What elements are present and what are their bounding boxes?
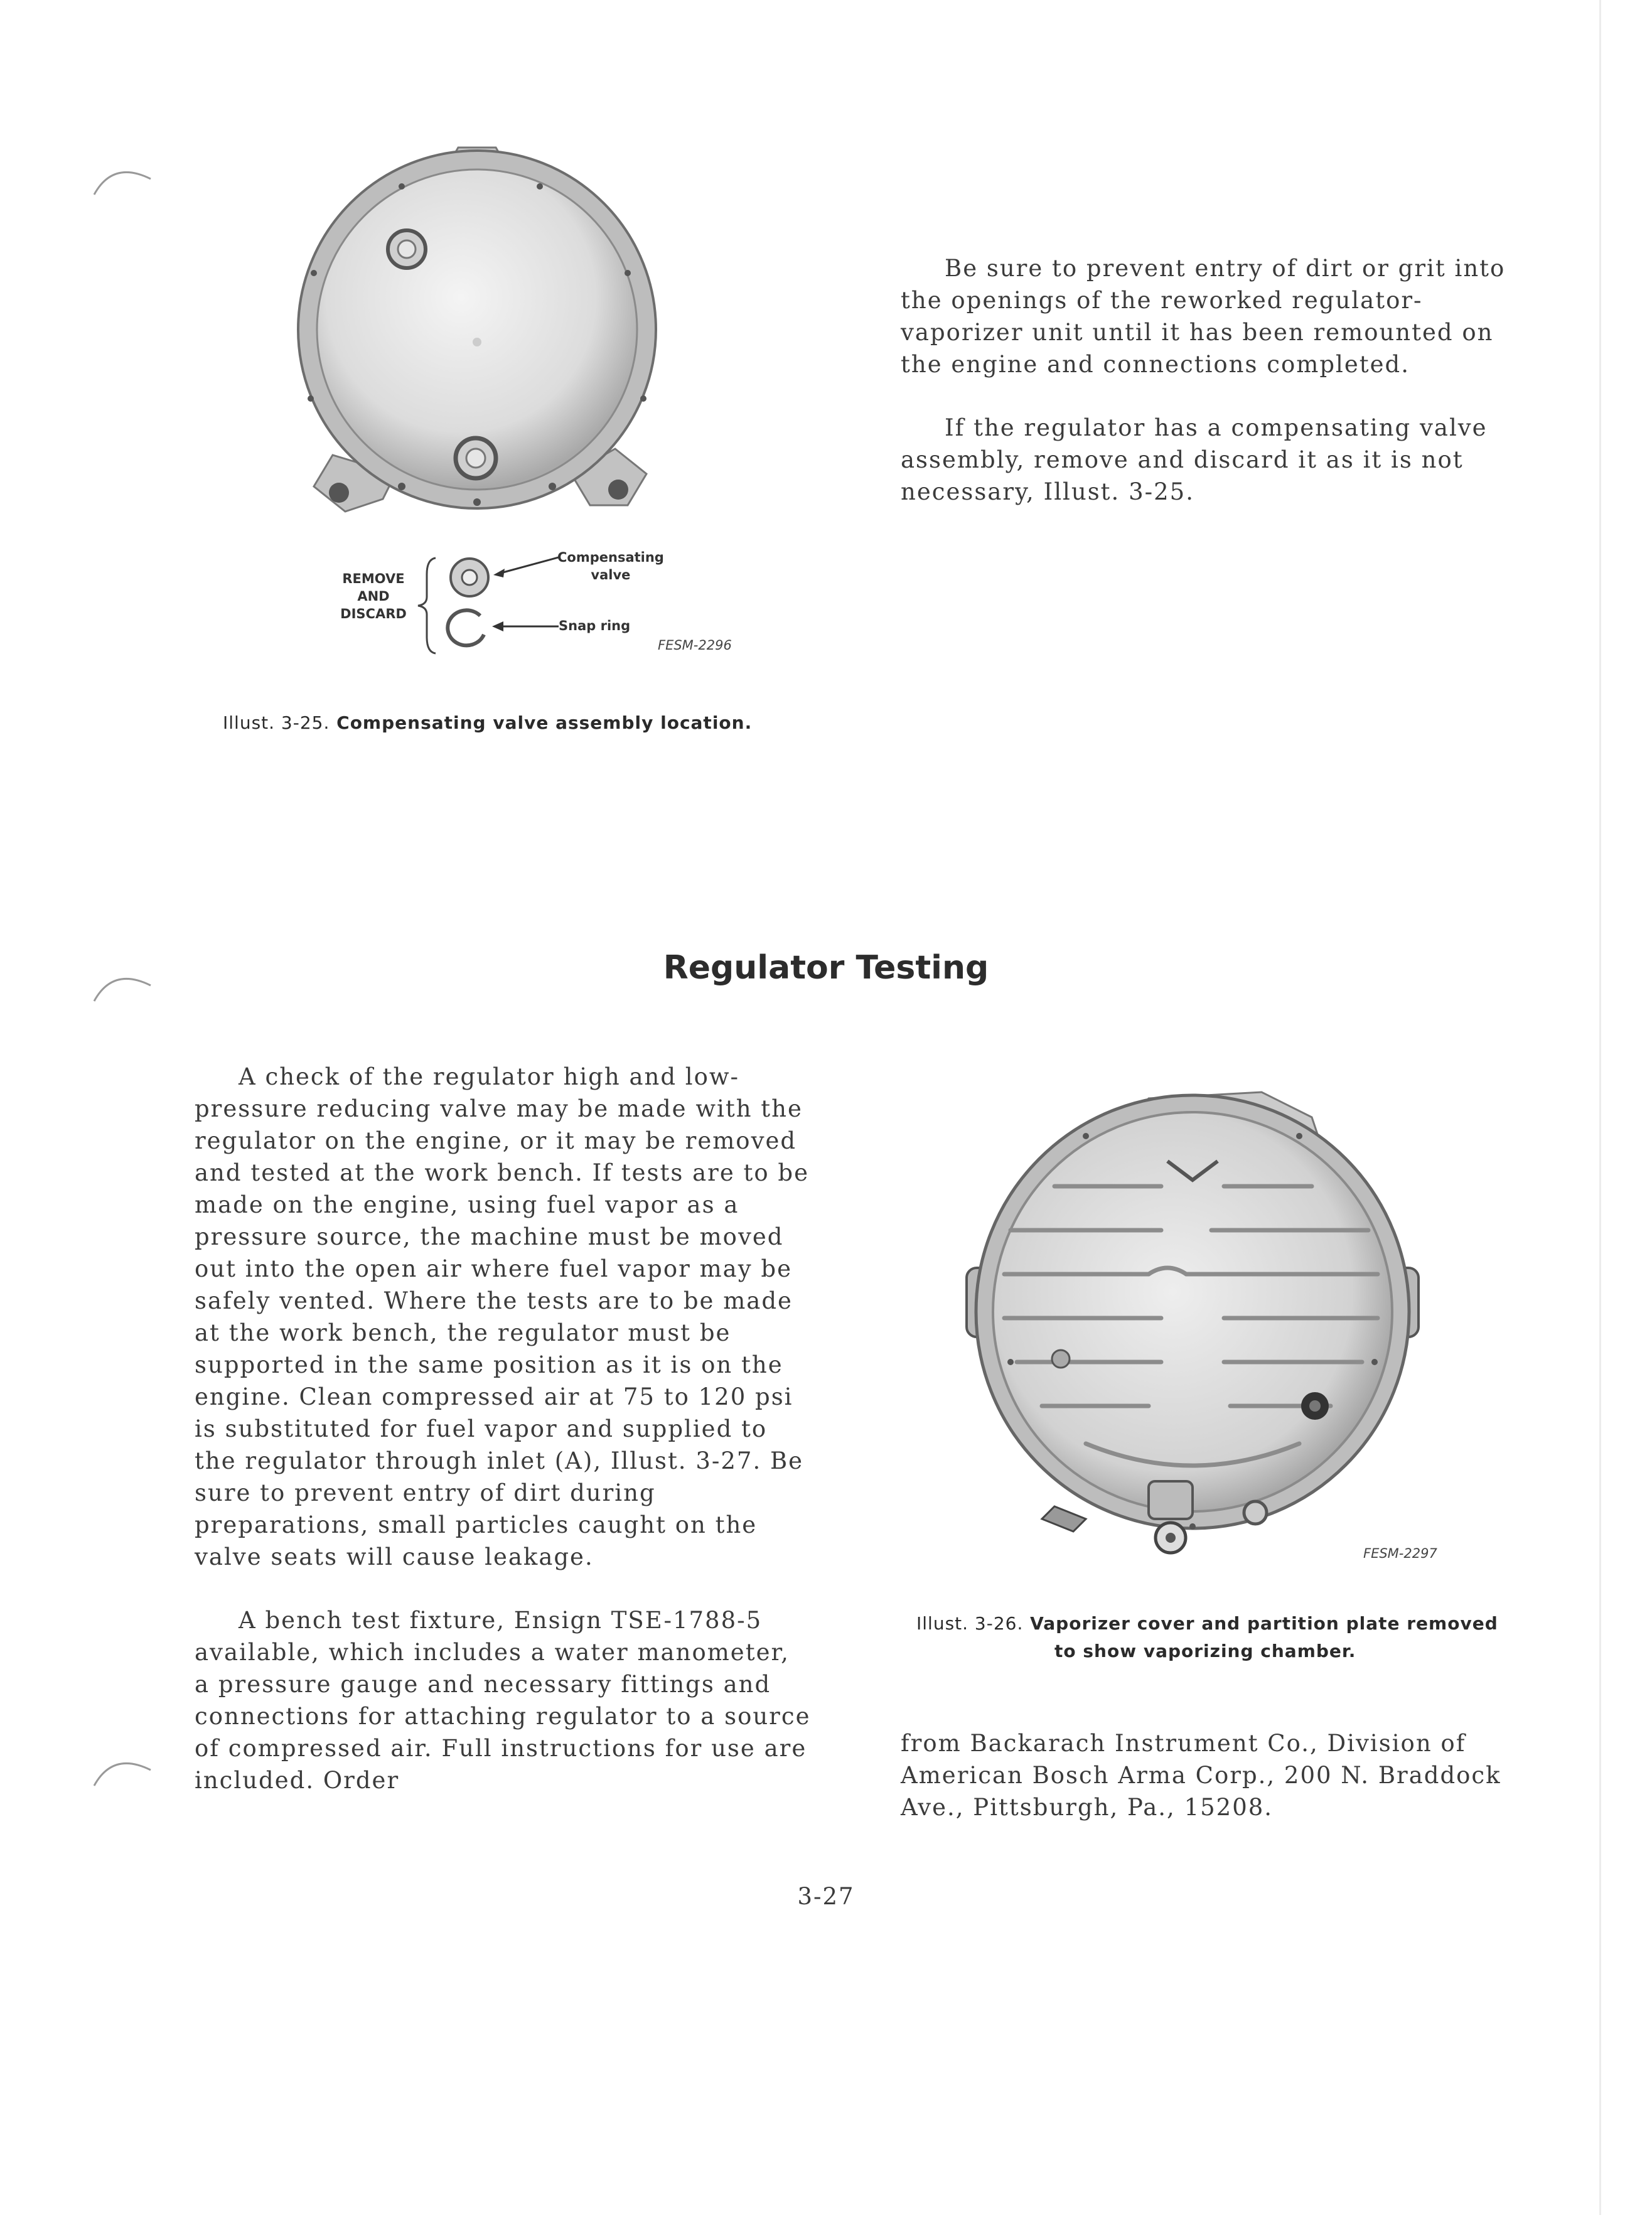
caption-3-26-line-2: to show vaporizing chamber. (1054, 1641, 1356, 1661)
regulator-cover-photo (276, 135, 678, 537)
caption-illust-3-25 (223, 712, 752, 733)
caption-3-25-prefix: Illust. 3-25. (223, 712, 330, 733)
right-column-bottom-text (901, 1727, 1513, 1823)
binder-hole-mark-bottom (88, 1751, 163, 1789)
remove-discard-label (333, 570, 414, 623)
compensating-label-line-2: valve (591, 567, 631, 582)
snap-ring-label: Snap ring (559, 618, 631, 633)
right-column-top-text (901, 252, 1528, 508)
caption-3-26-line-1-text: Vaporizer cover and partition plate removed (1030, 1613, 1498, 1634)
page-number: 3-27 (797, 1883, 855, 1910)
compensating-valve-label (557, 549, 664, 584)
left-column-body-text (195, 1061, 813, 1796)
binder-hole-mark-top (88, 160, 163, 198)
remove-label-line-1: REMOVE (342, 571, 405, 586)
remove-label-line-3: DISCARD (340, 606, 407, 621)
paragraph-compensating-valve: If the regulator has a compensating valve assembly, remove and discard it as it is not necessary, Illust. 3-25. (901, 414, 1488, 505)
callout-arrows (490, 552, 565, 634)
remove-label-line-2: AND (357, 589, 390, 604)
paragraph-dirt-warning: Be sure to prevent entry of dirt or grit into the openings of the reworked regulator-vaporizer unit until it has been remounted on the engine and connections completed. (901, 255, 1506, 378)
caption-illust-3-26 (916, 1610, 1544, 1665)
vaporizer-chamber-photo (960, 1080, 1425, 1569)
figure-number-2296: FESM-2296 (658, 638, 732, 653)
figure-number-2297: FESM-2297 (1363, 1546, 1437, 1561)
caption-3-26-prefix: Illust. 3-26. (916, 1613, 1024, 1634)
section-heading-regulator-testing: Regulator Testing (663, 949, 989, 987)
caption-3-26-line-1 (916, 1610, 1544, 1638)
paragraph-backarach-address: from Backarach Instrument Co., Division of American Bosch Arma Corp., 200 N. Braddock Ave., Pittsburgh, Pa., 15208. (901, 1730, 1501, 1821)
compensating-label-line-1: Compensating (557, 550, 664, 565)
caption-3-25-text: Compensating valve assembly location. (336, 712, 753, 733)
bracket-brace (414, 555, 439, 656)
paragraph-bench-test-fixture: A bench test fixture, Ensign TSE-1788-5 available, which includes a water manometer, a pressure gauge and necessary fittings and connections for attaching regulator to a source of compressed air. Full instructions for use are included. Order (195, 1607, 811, 1794)
compensating-valve-part (444, 555, 495, 599)
paragraph-regulator-check: A check of the regulator high and low-pressure reducing valve may be made with the regulator on the engine, or it may be removed and tested at the work bench. If tests are to be made on the engine, using fuel vapor as a pressure source, the machine must be moved out into the open air where fuel vapor may be safely vented. Where the tests are to be made at the work bench, the regulator must be supported in the same position as it is on the engine. Clean compressed air at 75 to 120 psi is substituted for fuel vapor and supplied to the regulator through inlet (A), Illust. 3-27. Be sure to prevent entry of dirt during preparations, small particles caught on the valve seats will cause leakage. (195, 1063, 809, 1570)
